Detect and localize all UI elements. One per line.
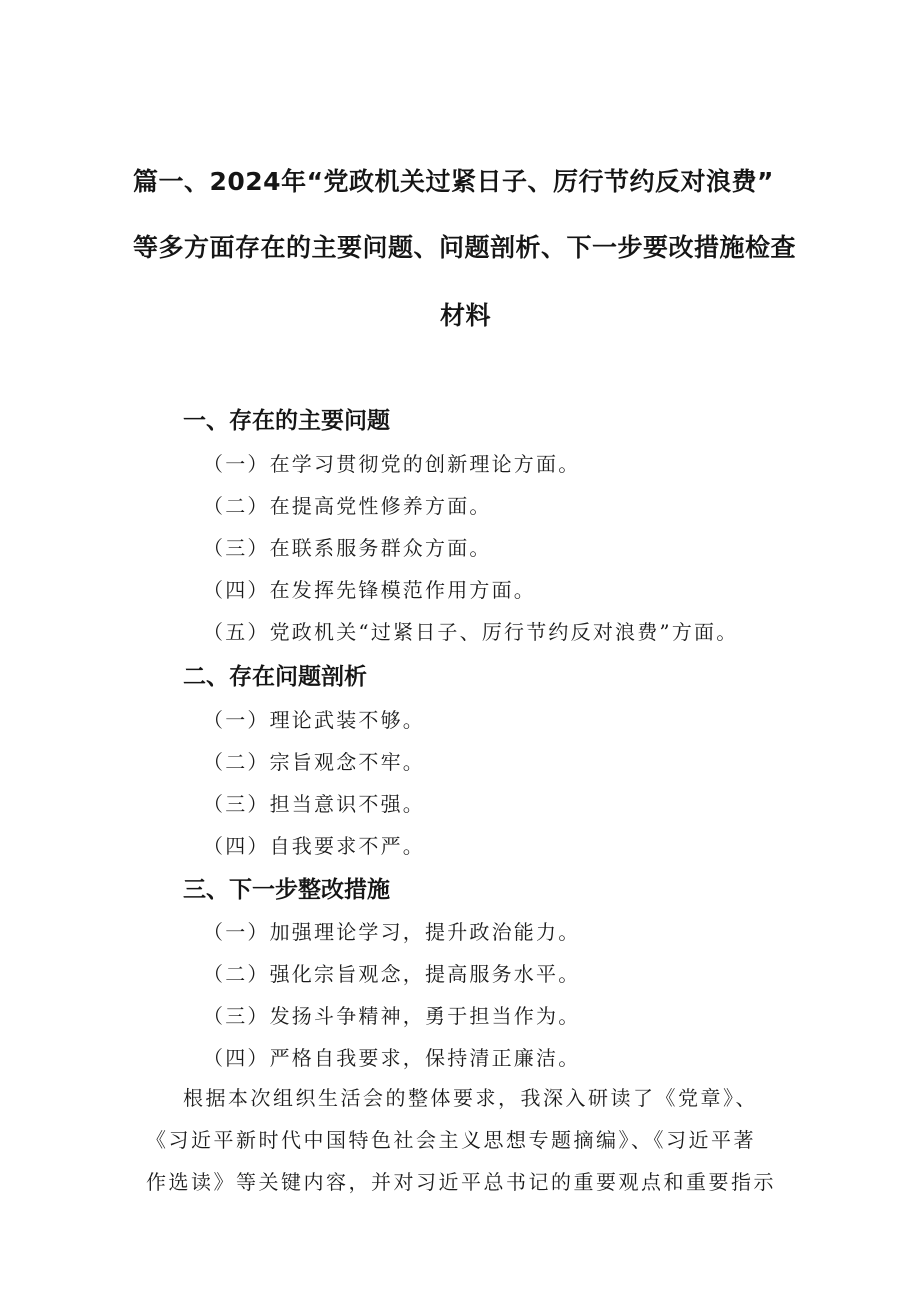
list-item: （三）发扬斗争精神，勇于担当作为。: [203, 1004, 581, 1028]
list-item: （二）强化宗旨观念，提高服务水平。: [203, 962, 581, 986]
list-item: （四）自我要求不严。: [203, 834, 425, 858]
section-heading-problems: 一、存在的主要问题: [183, 408, 390, 434]
section-heading-analysis: 二、存在问题剖析: [183, 664, 367, 690]
body-paragraph-line: 根据本次组织生活会的整体要求，我深入研读了《党章》、: [183, 1086, 758, 1110]
list-item: （四）在发挥先锋模范作用方面。: [203, 578, 536, 602]
section-heading-measures: 三、下一步整改措施: [183, 877, 390, 903]
document-title-line-3: 材料: [440, 301, 492, 330]
list-item: （五）党政机关“过紧日子、厉行节约反对浪费”方面。: [203, 620, 739, 644]
body-paragraph-line: 作选读》等关键内容，并对习近平总书记的重要观点和重要指示: [146, 1170, 776, 1194]
list-item: （二）在提高党性修养方面。: [203, 494, 492, 518]
list-item: （一）理论武装不够。: [203, 708, 425, 732]
list-item: （一）在学习贯彻党的创新理论方面。: [203, 452, 581, 476]
document-title-line-1: 篇一、2024年“党政机关过紧日子、厉行节约反对浪费”: [133, 167, 774, 196]
list-item: （三）担当意识不强。: [203, 792, 425, 816]
body-paragraph-line: 《习近平新时代中国特色社会主义思想专题摘编》、《习近平著: [146, 1128, 756, 1152]
list-item: （四）严格自我要求，保持清正廉洁。: [203, 1046, 581, 1070]
list-item: （一）加强理论学习，提升政治能力。: [203, 920, 581, 944]
document-title-line-2: 等多方面存在的主要问题、问题剖析、下一步要改措施检查: [133, 233, 797, 262]
list-item: （二）宗旨观念不牢。: [203, 750, 425, 774]
list-item: （三）在联系服务群众方面。: [203, 536, 492, 560]
